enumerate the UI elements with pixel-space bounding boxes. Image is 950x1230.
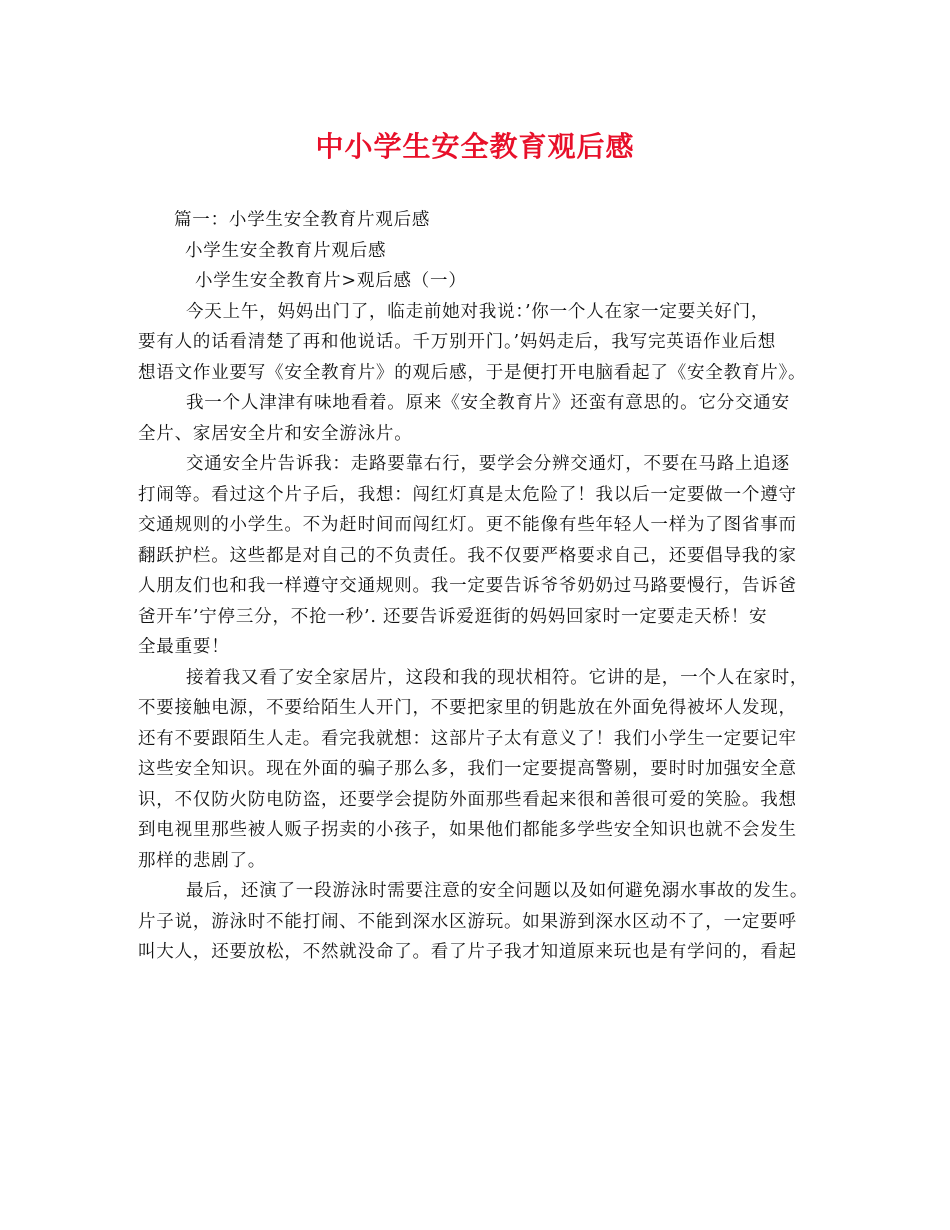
- text-line: 识，不仅防火防电防盗，还要学会提防外面那些看起来很和善很可爱的笑脸。我想: [138, 789, 797, 810]
- text-line: 不要接触电源，不要给陌生人开门，不要把家里的钥匙放在外面免得被坏人发现，: [138, 698, 797, 718]
- text-line: 今天上午，妈妈出门了，临走前她对我说：’你一个人在家一定要关好门，: [186, 301, 770, 322]
- text-line: 爸开车’宁停三分，不抢一秒’. 还要告诉爱逛街的妈妈回家时一定要走天桥！安: [138, 606, 768, 627]
- text-line: 要有人的话看清楚了再和他说话。千万别开门。’妈妈走后，我写完英语作业后想: [138, 332, 777, 352]
- text-line: 交通安全片告诉我：走路要靠右行，要学会分辨交通灯，不要在马路上追逐: [186, 454, 790, 474]
- paragraph: [138, 449, 838, 663]
- subheading: 小学生安全教育片观后感: [185, 240, 387, 261]
- text-line: 全最重要！: [138, 637, 230, 657]
- text-line: 到电视里那些被人贩子拐卖的小孩子，如果他们都能多学些安全知识也就不会发生: [138, 820, 797, 840]
- paragraph: [138, 388, 838, 449]
- paragraph: [138, 297, 838, 389]
- text-line: 叫大人，还要放松，不然就没命了。看了片子我才知道原来玩也是有学问的，看起: [138, 942, 797, 962]
- section-heading: 篇一：小学生安全教育片观后感: [174, 210, 431, 230]
- text-line: 接着我又看了安全家居片，这段和我的现状相符。它讲的是，一个人在家时，: [186, 667, 809, 688]
- text-line: 交通规则的小学生。不为赶时间而闯红灯。更不能像有些年轻人一样为了图省事而: [138, 515, 797, 535]
- paragraph: [138, 663, 838, 877]
- document-body: [138, 205, 838, 968]
- text-line: 还有不要跟陌生人走。看完我就想：这部片子太有意义了！我们小学生一定要记牢: [138, 728, 797, 749]
- text-line: 最后，还演了一段游泳时需要注意的安全问题以及如何避免溺水事故的发生。: [186, 881, 809, 901]
- paragraph: [138, 876, 838, 968]
- text-line: 片子说，游泳时不能打闹、不能到深水区游玩。如果游到深水区动不了，一定要呼: [138, 911, 797, 932]
- text-line: 那样的悲剧了。: [138, 850, 267, 871]
- text-line: 全片、家居安全片和安全游泳片。: [138, 423, 413, 444]
- text-line: 翻跃护栏。这些都是对自己的不负责任。我不仅要严格要求自己，还要倡导我的家: [138, 545, 797, 566]
- text-line: 这些安全知识。现在外面的骗子那么多，我们一定要提高警剔，要时时加强安全意: [138, 759, 797, 779]
- document-title: 中小学生安全教育观后感: [315, 130, 635, 163]
- text-line: 打闹等。看过这个片子后，我想：闯红灯真是太危险了！我以后一定要做一个遵守: [138, 484, 797, 505]
- text-line: 想语文作业要写《安全教育片》的观后感，于是便打开电脑看起了《安全教育片》。: [138, 362, 807, 383]
- text-line: 我一个人津津有味地看着。原来《安全教育片》还蛮有意思的。它分交通安: [186, 393, 790, 413]
- subheading-part-one: 小学生安全教育片>观后感（一）: [195, 271, 467, 291]
- text-line: 人朋友们也和我一样遵守交通规则。我一定要告诉爷爷奶奶过马路要慢行，告诉爸: [138, 576, 797, 596]
